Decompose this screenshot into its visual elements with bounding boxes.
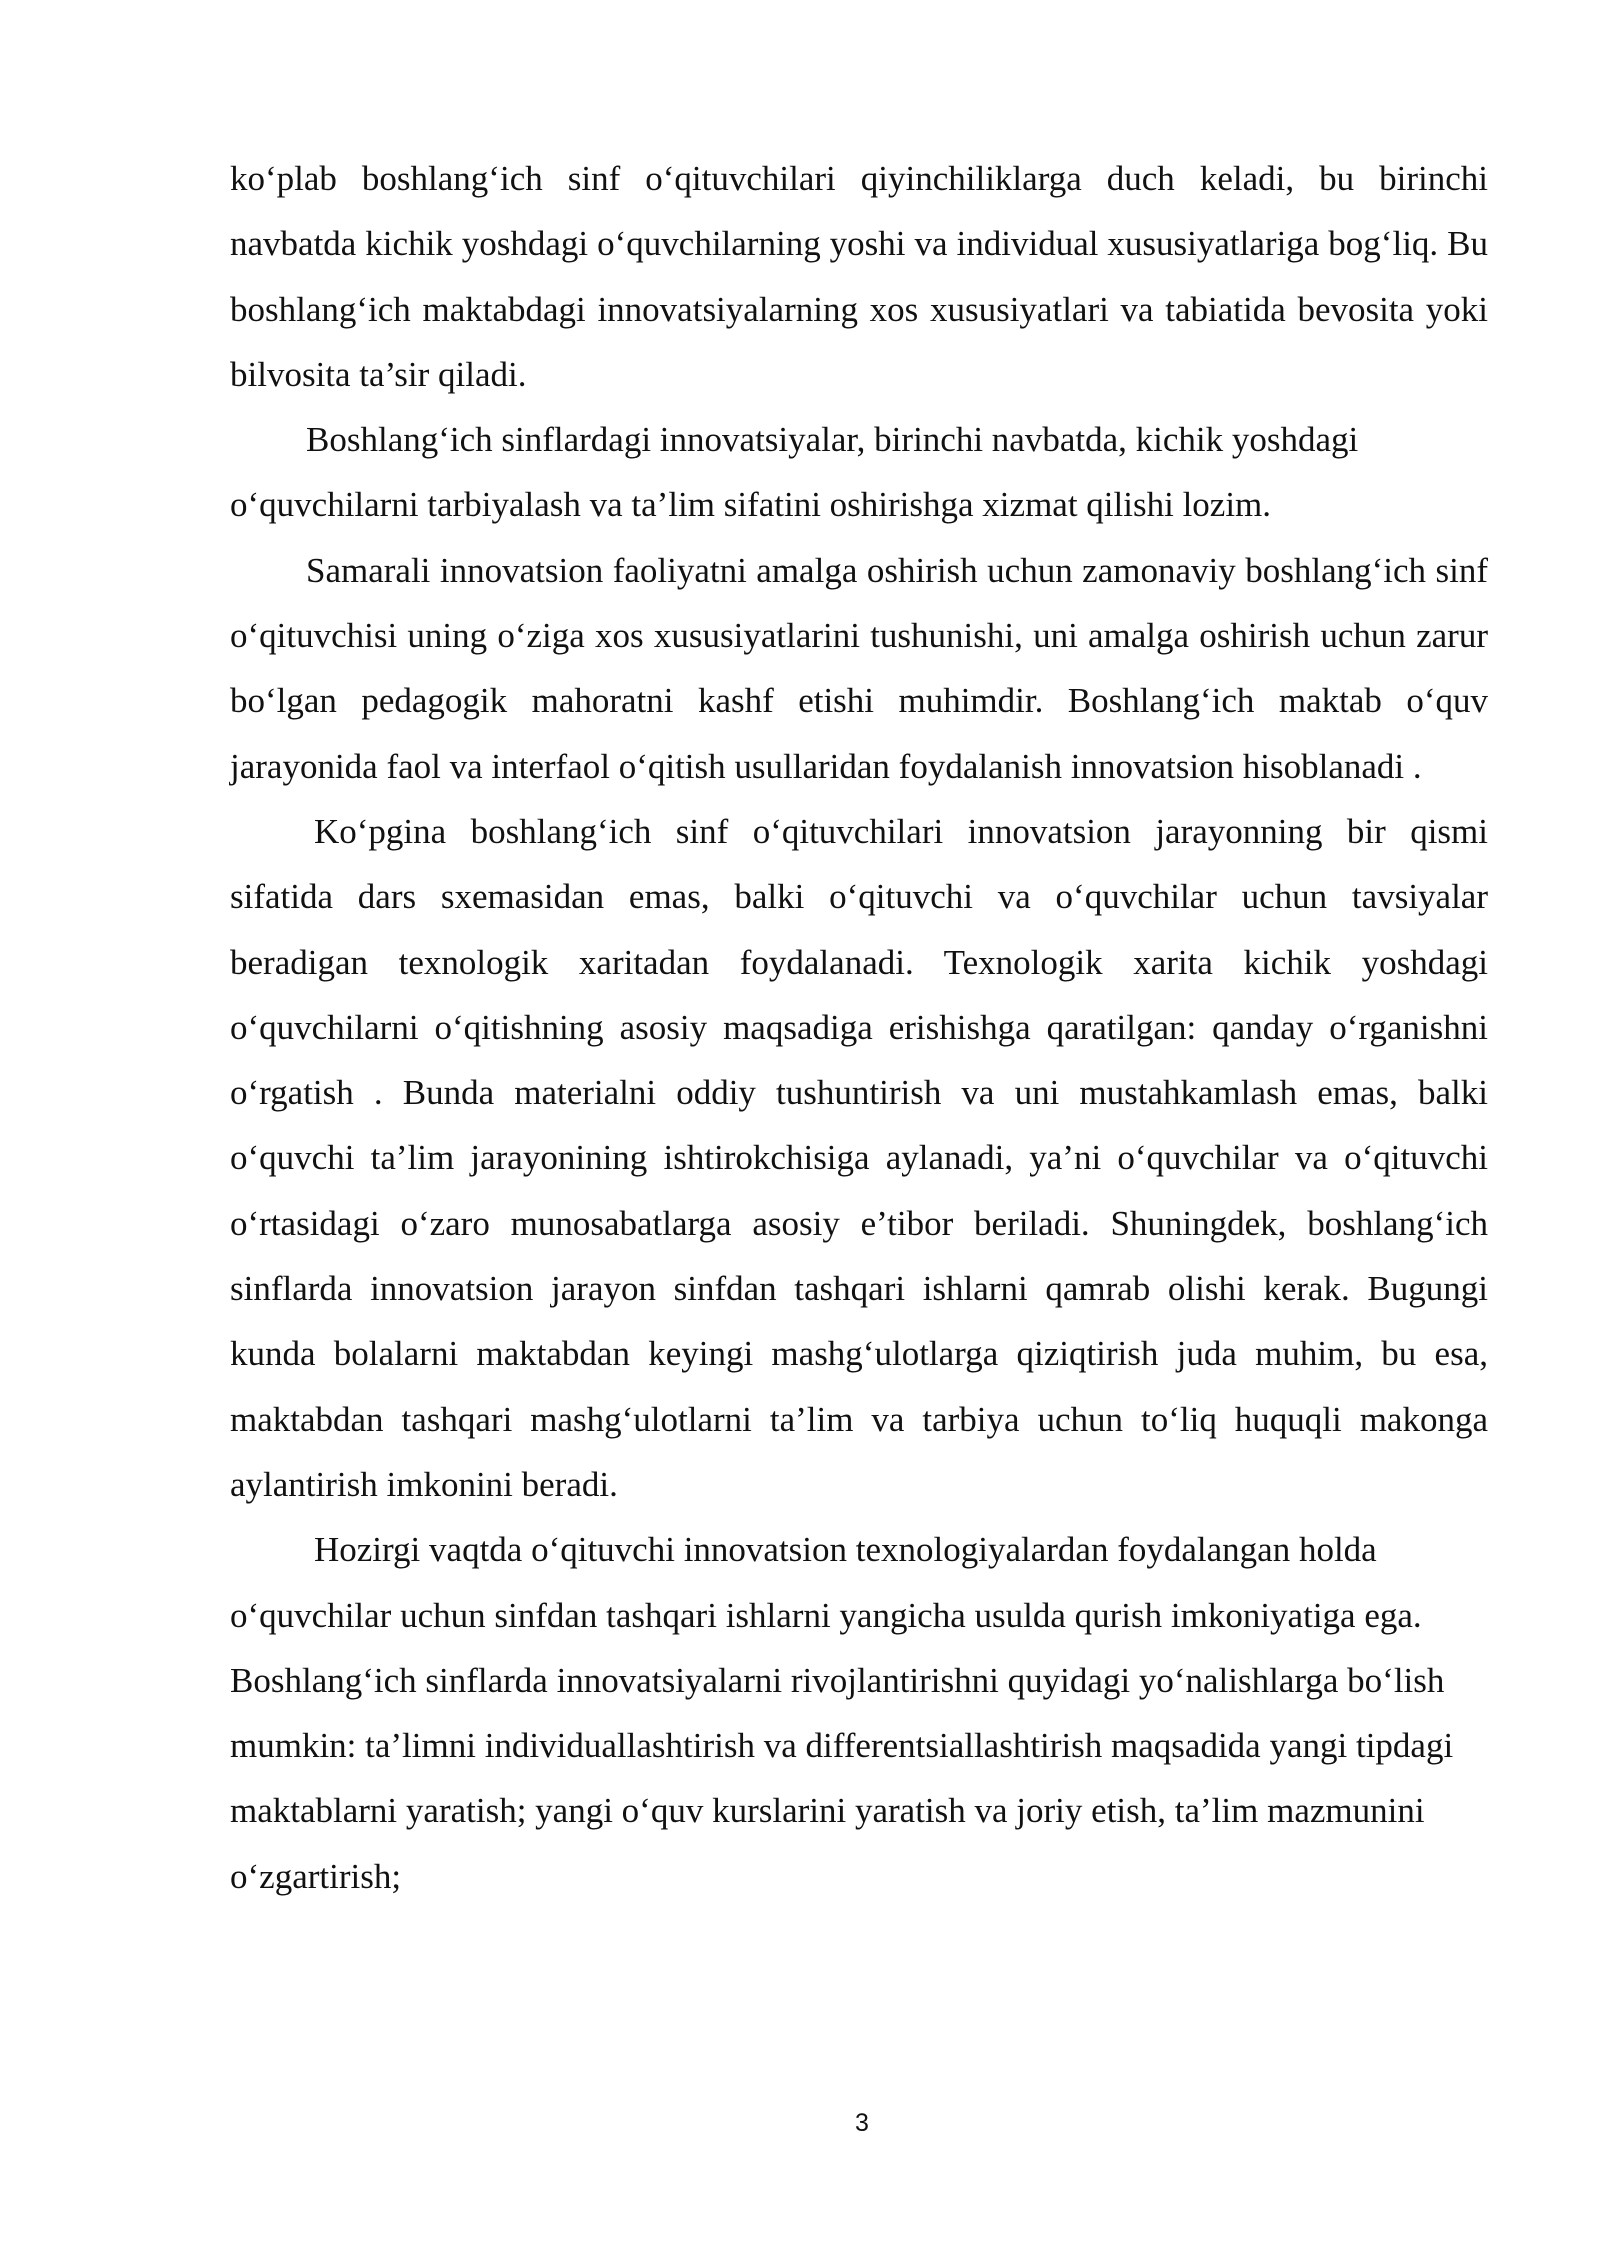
paragraph-5: Hozirgi vaqtda o‘qituvchi innovatsion texnologiyalardan foydalangan holda o‘quvchilar uchun sinfdan tashqari ishlarni yangicha usulda qurish imkoniyatiga ega.: [230, 1530, 1422, 1635]
paragraph-2: Boshlang‘ich sinflardagi innovatsiyalar, birinchi navbatda, kichik yoshdagi o‘quvchilarni tarbiyalash va ta’lim sifatini oshirishga xizmat qilishi lozim.: [230, 420, 1359, 525]
paragraph-3: Samarali innovatsion faoliyatni amalga oshirish uchun zamonaviy boshlang‘ich sinf o‘qituvchisi uning o‘ziga xos xususiyatlarini tushunishi, uni amalga oshirish uchun zarur bo‘lgan pedagogik mahoratni kashf etishi muhimdir. Boshlang‘ich maktab o‘quv jarayonida faol va interfaol o‘qitish usullaridan foydalanish innovatsion hisoblanadi .: [230, 550, 1488, 786]
paragraph-1: ko‘plab boshlang‘ich sinf o‘qituvchilari qiyinchiliklarga duch keladi, bu birinchi navbatda kichik yoshdagi o‘quvchilarning yoshi va individual xususiyatlariga bog‘liq. Bu boshlang‘ich maktabdagi innovatsiyalarning xos xususiyatlari va tabiatida bevosita yoki bilvosita ta’sir qiladi.: [230, 159, 1488, 394]
page-number: 3: [855, 2109, 869, 2137]
body-text: [230, 146, 1488, 1909]
paragraph-6: Boshlang‘ich sinflarda innovatsiyalarni rivojlantirishni quyidagi yo‘nalishlarga bo‘lish mumkin: ta’limni individuallashtirish va differentsiallashtirish maqsadida yangi tipdagi maktablarni yaratish; yangi o‘quv kurslarini yaratish va joriy etish, ta’lim mazmunini o‘zgartirish;: [230, 1660, 1454, 1896]
paragraph-4: Ko‘pgina boshlang‘ich sinf o‘qituvchilari innovatsion jarayonning bir qismi sifatida dars sxemasidan emas, balki o‘qituvchi va o‘quvchilar uchun tavsiyalar beradigan texnologik xaritadan foydalanadi. Texnologik xarita kichik yoshdagi o‘quvchilarni o‘qitishning asosiy maqsadiga erishishga qaratilgan: qanday o‘rganishni o‘rgatish . Bunda materialni oddiy tushuntirish va uni mustahkamlash emas, balki o‘quvchi ta’lim jarayonining ishtirokchisiga aylanadi, ya’ni o‘quvchilar va o‘qituvchi o‘rtasidagi o‘zaro munosabatlarga asosiy e’tibor beriladi. Shuningdek, boshlang‘ich sinflarda innovatsion jarayon sinfdan tashqari ishlarni qamrab olishi kerak. Bugungi kunda bolalarni maktabdan keyingi mashg‘ulotlarga qiziqtirish juda muhim, bu esa, maktabdan tashqari mashg‘ulotlarni ta’lim va tarbiya uchun to‘liq huquqli makonga aylantirish imkonini beradi.: [230, 811, 1488, 1504]
